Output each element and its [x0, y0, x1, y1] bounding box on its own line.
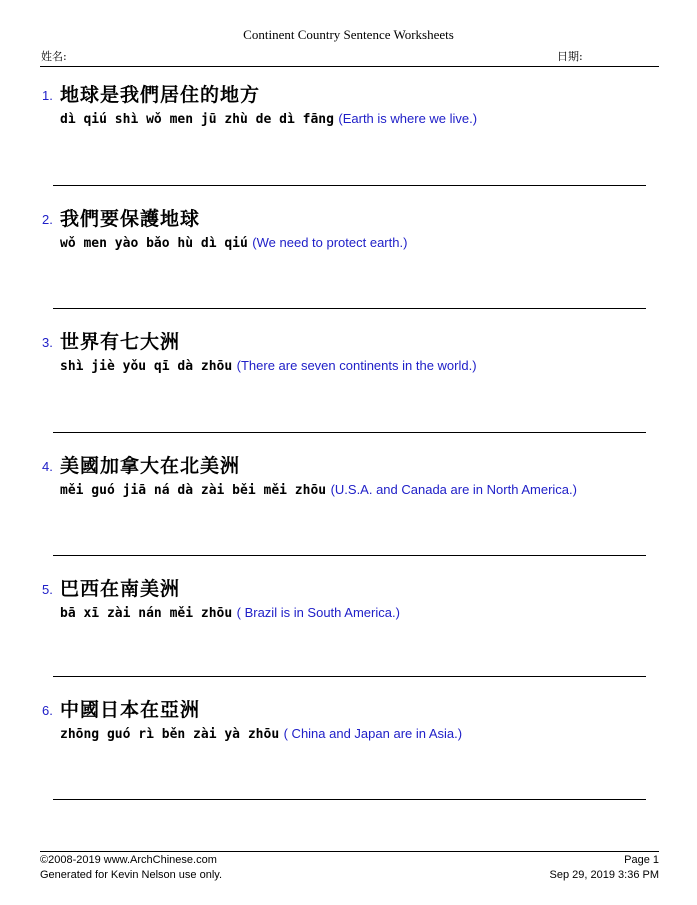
chinese-sentence: 美國加拿大在北美洲	[60, 455, 241, 477]
pinyin-line	[60, 110, 477, 128]
answer-line	[53, 185, 646, 186]
english-translation: (Earth is where we live.)	[338, 111, 478, 126]
pinyin-text: měi guó jiā ná dà zài běi měi zhōu	[60, 483, 327, 498]
chinese-sentence: 我們要保護地球	[60, 208, 201, 230]
header-divider	[40, 66, 659, 67]
answer-line	[53, 676, 646, 677]
chinese-sentence: 中國日本在亞洲	[60, 699, 201, 721]
pinyin-text: wǒ men yào bǎo hù dì qiú	[60, 236, 248, 251]
answer-line	[53, 308, 646, 309]
english-translation: ( China and Japan are in Asia.)	[283, 726, 463, 741]
pinyin-text: zhōng guó rì běn zài yà zhōu	[60, 727, 280, 742]
answer-line	[53, 432, 646, 433]
english-translation: ( Brazil is in South America.)	[236, 605, 400, 620]
english-translation: (There are seven continents in the world.)	[236, 358, 477, 373]
date-label: 日期:	[557, 50, 583, 63]
chinese-sentence: 世界有七大洲	[60, 331, 181, 353]
pinyin-text: shì jiè yǒu qī dà zhōu	[60, 359, 233, 374]
item-number: 5.	[42, 582, 53, 597]
pinyin-line	[60, 481, 577, 499]
item-number: 1.	[42, 88, 53, 103]
footer-page-number: Page 1	[624, 854, 659, 866]
footer-divider	[40, 851, 659, 852]
item-number: 6.	[42, 703, 53, 718]
footer-datetime: Sep 29, 2019 3:36 PM	[549, 869, 659, 881]
footer-copyright: ©2008-2019 www.ArchChinese.com	[40, 854, 217, 866]
chinese-sentence: 地球是我們居住的地方	[60, 84, 261, 106]
item-number: 4.	[42, 459, 53, 474]
pinyin-text: dì qiú shì wǒ men jū zhù de dì fāng	[60, 112, 334, 127]
english-translation: (We need to protect earth.)	[252, 235, 408, 250]
pinyin-line	[60, 357, 477, 375]
answer-line	[53, 555, 646, 556]
pinyin-line	[60, 234, 407, 252]
pinyin-line	[60, 604, 400, 622]
answer-line	[53, 799, 646, 800]
chinese-sentence: 巴西在南美洲	[60, 578, 181, 600]
english-translation: (U.S.A. and Canada are in North America.)	[330, 482, 577, 497]
footer-generated-for: Generated for Kevin Nelson use only.	[40, 869, 223, 881]
name-label: 姓名:	[41, 50, 67, 63]
page-title: Continent Country Sentence Worksheets	[243, 27, 454, 42]
pinyin-text: bā xī zài nán měi zhōu	[60, 606, 233, 621]
item-number: 3.	[42, 335, 53, 350]
pinyin-line	[60, 725, 462, 743]
item-number: 2.	[42, 212, 53, 227]
